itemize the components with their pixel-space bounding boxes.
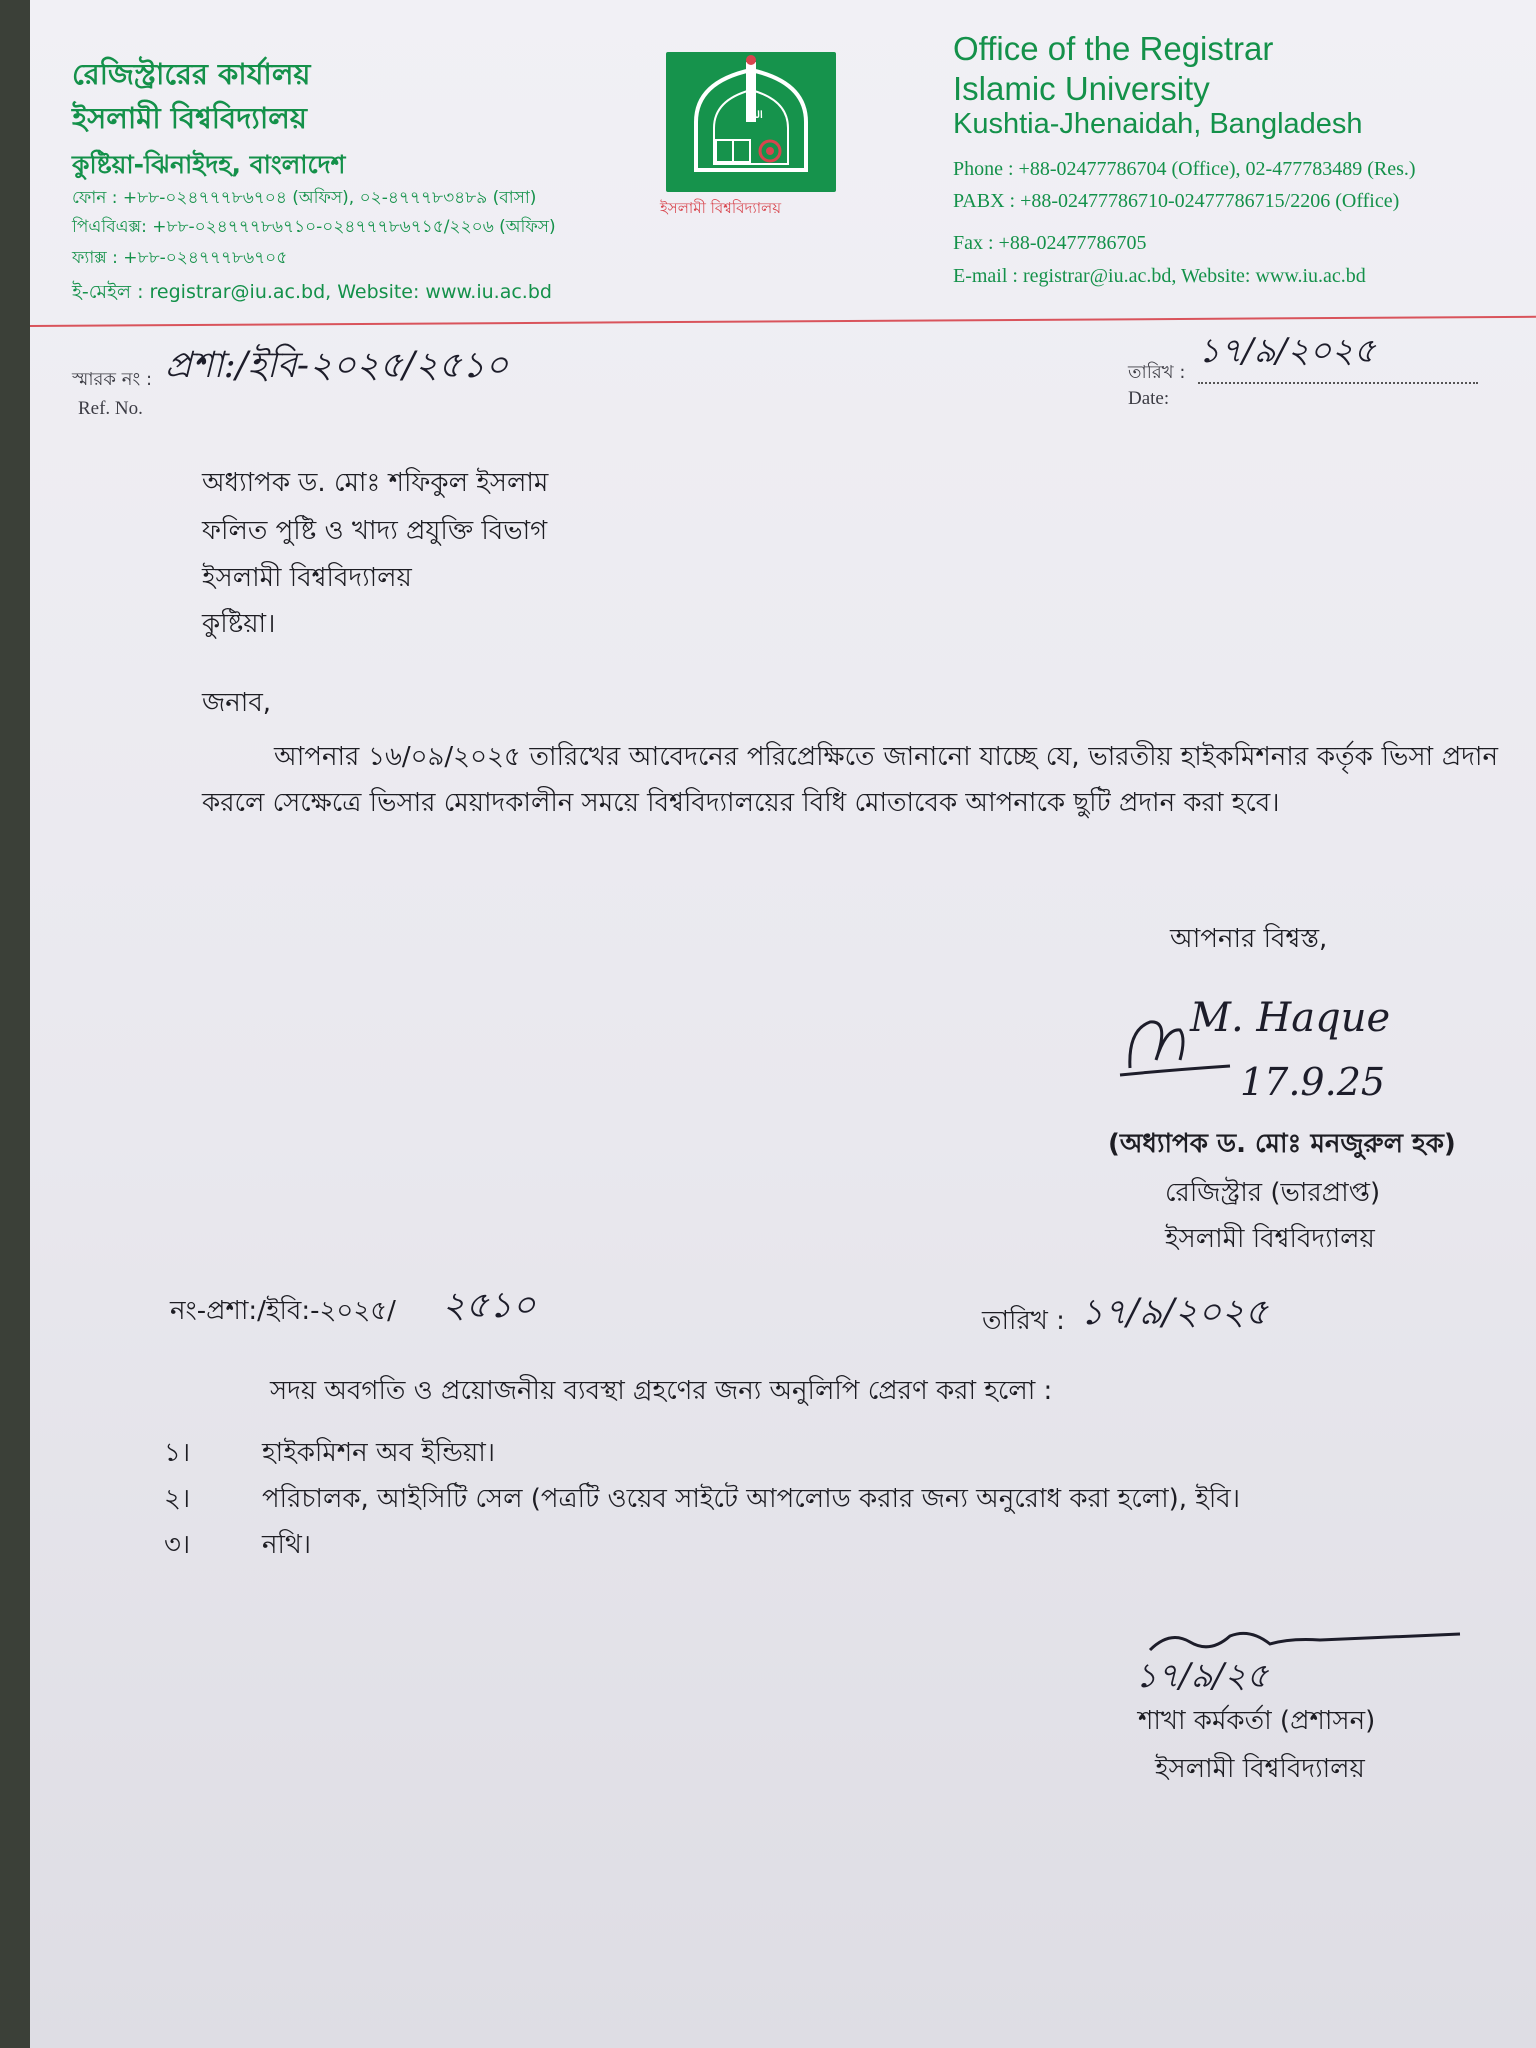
salutation: জনাব, [202, 688, 272, 718]
header-bn-office: রেজিস্ট্রারের কার্যালয় [72, 57, 311, 91]
copy-ref-label: নং-প্রশা:/ইবি:-২০২৫/ [170, 1296, 396, 1326]
signatory-title: রেজিস্ট্রার (ভারপ্রাপ্ত) [1165, 1178, 1381, 1208]
letter-body: আপনার ১৬/০৯/২০২৫ তারিখের আবেদনের পরিপ্রেক্ষিতে জানানো যাচ্ছে যে, ভারতীয় হাইকমিশনার কর্তৃক ভিসা প্রদান করলে সেক্ষেত্রে ভিসার মেয়াদকালীন সময়ে বিশ্ববিদ্যালয়ের বিধি মোতাবেক আপনাকে ছুটি প্রদান করা হবে। [202, 742, 1498, 818]
svg-text:ﷲ: ﷲ [747, 107, 755, 122]
recipient-name: অধ্যাপক ড. মোঃ শফিকুল ইসলাম [202, 468, 549, 498]
university-emblem-icon [666, 52, 836, 192]
signature2-date: ১৭/৯/২৫ [1135, 1656, 1269, 1696]
copy-item-text: নথি। [262, 1530, 312, 1560]
copy-item-number: ৩। [164, 1530, 191, 1560]
copy-date-label: তারিখ : [982, 1306, 1065, 1336]
copy-intro: সদয় অবগতি ও প্রয়োজনীয় ব্যবস্থা গ্রহণের জন্য অনুলিপি প্রেরণ করা হলো : [270, 1376, 1053, 1406]
header-bn-location: কুষ্টিয়া-ঝিনাইদহ, বাংলাদেশ [72, 150, 346, 179]
copy-item-text: হাইকমিশন অব ইন্ডিয়া। [262, 1438, 496, 1468]
recipient-university: ইসলামী বিশ্ববিদ্যালয় [202, 563, 412, 593]
header-bn-university: ইসলামী বিশ্ববিদ্যালয় [72, 101, 307, 135]
header-en-email: E-mail : registrar@iu.ac.bd, Website: www.iu.ac.bd [953, 265, 1366, 287]
header-bn-fax: ফ্যাক্স : +৮৮-০২৪৭৭৭৮৬৭০৫ [72, 248, 288, 268]
header-en-pabx: PABX : +88-02477786710-02477786715/2206 (Office) [953, 190, 1400, 212]
university-logo [666, 52, 836, 192]
signature1-scribble: M. Haque [1190, 995, 1391, 1041]
header-en-office: Office of the Registrar [953, 30, 1274, 67]
header-bn-email: ই-মেইল : registrar@iu.ac.bd, Website: www.iu.ac.bd [72, 281, 552, 303]
header-en-location: Kushtia-Jhenaidah, Bangladesh [953, 108, 1363, 140]
header-bn-pabx: পিএবিএক্স: +৮৮-০২৪৭৭৭৮৬৭১০-০২৪৭৭৭৮৬৭১৫/২২০৬ (অফিস) [72, 217, 556, 237]
signature1-date: 17.9.25 [1240, 1060, 1386, 1104]
ref-label-en: Ref. No. [78, 398, 143, 419]
officer-title: শাখা কর্মকর্তা (প্রশাসন) [1138, 1706, 1376, 1736]
recipient-department: ফলিত পুষ্টি ও খাদ্য প্রযুক্তি বিভাগ [202, 516, 548, 546]
closing: আপনার বিশ্বস্ত, [1170, 924, 1328, 954]
copy-ref-number: ২৫১০ [442, 1285, 536, 1326]
header-bn-phone: ফোন : +৮৮-০২৪৭৭৭৮৬৭০৪ (অফিস), ০২-৪৭৭৭৮৩৪৮৯ (বাসা) [72, 188, 537, 208]
date-value: ১৭/৯/২০২৫ [1198, 325, 1478, 384]
copy-date-value: ১৭/৯/২০২৫ [1080, 1292, 1268, 1333]
copy-item-number: ১। [164, 1438, 191, 1468]
letter-page [30, 0, 1536, 2048]
header-en-university: Islamic University [953, 70, 1210, 107]
header-en-fax: Fax : +88-02477786705 [953, 232, 1147, 254]
date-label-bn: তারিখ : [1128, 362, 1186, 383]
signatory-org: ইসলামী বিশ্ববিদ্যালয় [1165, 1224, 1375, 1254]
recipient-city: কুষ্টিয়া। [202, 609, 276, 639]
date-label-en: Date: [1128, 388, 1170, 409]
copy-item-number: ২। [164, 1484, 191, 1514]
logo-caption: ইসলামী বিশ্ববিদ্যালয় [660, 199, 782, 217]
officer-org: ইসলামী বিশ্ববিদ্যালয় [1155, 1754, 1365, 1784]
signatory-name: (অধ্যাপক ড. মোঃ মনজুরুল হক) [1108, 1129, 1456, 1159]
ref-label-bn: স্মারক নং : [72, 369, 153, 390]
header-en-phone: Phone : +88-02477786704 (Office), 02-477783489 (Res.) [953, 158, 1416, 180]
ref-number: প্রশা:/ইবি-২০২৫/২৫১০ [165, 345, 509, 386]
copy-item-text: পরিচালক, আইসিটি সেল (পত্রটি ওয়েব সাইটে আপলোড করার জন্য অনুরোধ করা হলো), ইবি। [262, 1484, 1241, 1514]
